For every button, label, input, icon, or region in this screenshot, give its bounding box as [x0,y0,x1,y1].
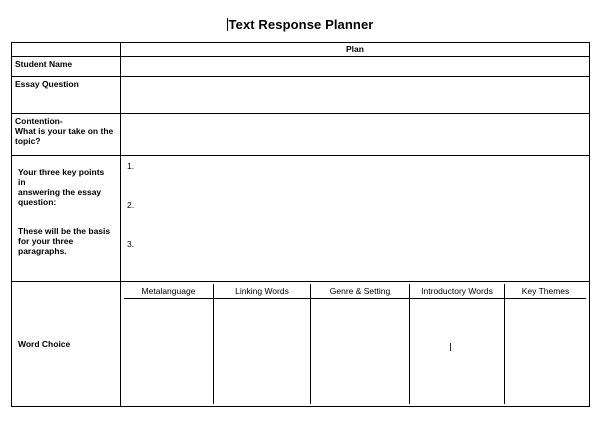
planner-table [11,42,590,407]
essay-question-field[interactable] [121,77,590,114]
word-choice-grid-cell [121,282,590,407]
linking-words-header: Linking Words [214,284,310,299]
introductory-words-column[interactable] [410,284,505,404]
text-cursor [227,18,228,31]
key-points-label-line: for your three [18,236,74,246]
genre-setting-header: Genre & Setting [311,284,409,299]
key-points-label-line: answering the essay [18,187,102,197]
key-points-field[interactable] [121,156,590,282]
linking-words-column[interactable] [214,284,311,404]
student-name-row [12,57,590,77]
contention-label-line: What is your take on the [15,126,114,136]
key-points-label-cell [12,156,121,282]
key-themes-column[interactable] [505,284,586,404]
essay-question-label: Essay Question [12,77,121,114]
key-point-number: 1. [127,161,135,171]
key-points-list [124,158,586,279]
contention-label-line: Contention- [15,116,63,126]
key-points-label-line: Your three key points in [18,167,105,187]
page-title-text: Text Response Planner [228,17,374,32]
cursor-mark [450,343,451,351]
word-choice-label-cell [12,282,121,407]
word-choice-row [12,282,590,407]
introductory-words-header: Introductory Words [410,284,504,299]
contention-label [12,114,121,156]
plan-header-blank-cell [12,43,121,57]
contention-row [12,114,590,156]
metalanguage-column[interactable] [124,284,214,404]
key-points-label-line: paragraphs. [18,246,67,256]
key-points-label-line: These will be the basis [18,226,111,236]
essay-question-row [12,77,590,114]
key-point-number: 3. [127,239,135,249]
page-title [0,17,600,32]
key-themes-header: Key Themes [505,284,586,299]
plan-header-cell: Plan [121,43,590,57]
student-name-label: Student Name [12,57,121,77]
genre-setting-column[interactable] [311,284,410,404]
contention-field[interactable] [121,114,590,156]
plan-header-row [12,43,590,57]
word-choice-label: Word Choice [18,339,71,349]
key-point-number: 2. [127,200,135,210]
word-choice-grid [124,284,586,404]
key-points-label [15,158,117,256]
key-points-row [12,156,590,282]
student-name-field[interactable] [121,57,590,77]
key-points-label-line: question: [18,197,57,207]
metalanguage-header: Metalanguage [124,284,213,299]
contention-label-line: topic? [15,136,41,146]
